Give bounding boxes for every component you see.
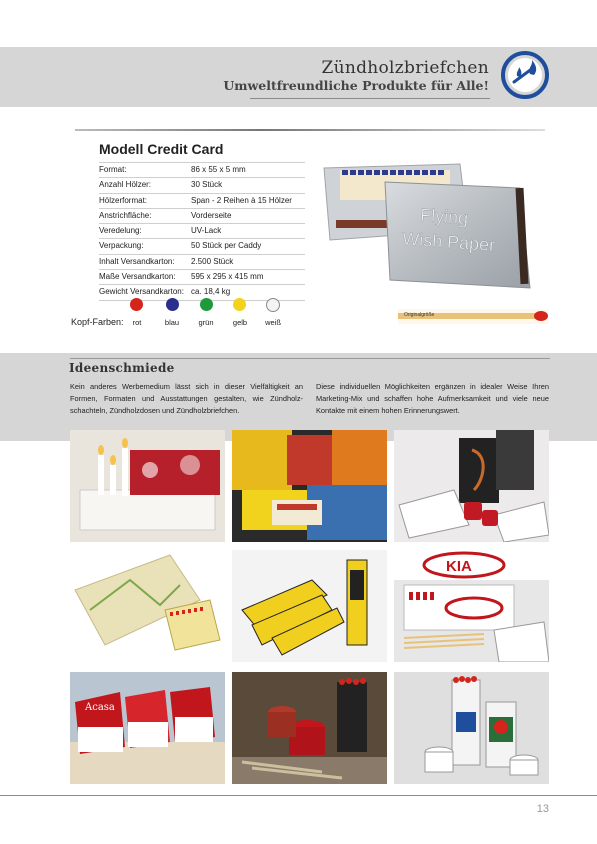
color-dot-blue	[166, 298, 179, 311]
spec-label: Hölzerformat:	[99, 195, 148, 205]
spec-label: Anzahl Hölzer:	[99, 180, 152, 190]
color-dot-yellow	[233, 298, 246, 311]
color-label: weiß	[265, 318, 281, 327]
color-label: blau	[164, 318, 180, 327]
spec-row	[99, 269, 305, 284]
spec-value: ca. 18,4 kg	[191, 287, 231, 297]
card-text-line2: Wish Paper	[401, 228, 496, 256]
model-title: Modell Credit Card	[99, 141, 224, 157]
spec-row	[99, 193, 305, 208]
photo-map-matchbook	[70, 550, 225, 662]
spec-row	[99, 254, 305, 269]
match-size-label: Originalgröße	[404, 312, 435, 318]
color-label: grün	[198, 318, 214, 327]
spec-value: 30 Stück	[191, 180, 223, 190]
spec-table	[99, 162, 305, 301]
ideas-text-right: Diese individuellen Möglichkeiten ergänzen in idealer Weise Ihren Marketing-Mix und schaffen hohe Aufmerksamkeit und viele neue Kontakte mit einem hohen Erinnerungswert.	[316, 382, 549, 415]
photo-match-cans	[394, 672, 549, 784]
card-text-line1: Flying	[419, 204, 469, 229]
spec-label: Inhalt Versandkarton:	[99, 256, 175, 266]
spec-value: Span - 2 Reihen à 15 Hölzer	[191, 195, 292, 205]
color-label: gelb	[232, 318, 248, 327]
spec-row	[99, 208, 305, 223]
spec-value: 50 Stück per Caddy	[191, 241, 262, 251]
spec-label: Verpackung:	[99, 241, 144, 251]
spec-label: Anstrichfläche:	[99, 210, 152, 220]
ideas-text-left: Kein anderes Werbemedium lässt sich in dieser Vielfältigkeit an Formen, Formaten und Ausstattungen gestalten, wie Zündholz-schachteln, Zündholzdosen und Zündholzbriefchen.	[70, 382, 303, 415]
color-dot-green	[200, 298, 213, 311]
spec-value: Vorderseite	[191, 210, 232, 220]
ideas-divider	[70, 358, 550, 359]
photo-match-tins-cylinders	[232, 672, 387, 784]
color-label: rot	[132, 318, 142, 327]
spec-value: 2.500 Stück	[191, 256, 234, 266]
head-colors-label: Kopf-Farben:	[71, 317, 124, 327]
page-subtitle: Umweltfreundliche Produkte für Alle!	[223, 78, 489, 93]
acasa-logo-text: Acasa	[85, 702, 115, 713]
spec-value: 595 x 295 x 415 mm	[191, 272, 264, 282]
photo-acasa-matchboxes	[70, 672, 225, 784]
photo-playing-cards-dice	[394, 430, 549, 542]
spec-value: 86 x 55 x 5 mm	[191, 165, 246, 174]
product-image	[320, 160, 550, 300]
spec-label: Maße Versandkarton:	[99, 272, 176, 282]
spec-row	[99, 238, 305, 253]
page-number: 13	[536, 803, 549, 815]
spec-row	[99, 162, 305, 177]
footer-divider	[0, 795, 597, 796]
photo-colorful-matchboxes	[232, 430, 387, 542]
spec-label: Gewicht Versandkarton:	[99, 287, 184, 297]
spec-label: Veredelung:	[99, 226, 142, 236]
ideas-title: Ideenschmiede	[69, 361, 175, 375]
spec-row	[99, 177, 305, 192]
spec-value: UV-Lack	[191, 226, 222, 236]
color-dot-white	[266, 298, 280, 312]
header-divider	[250, 98, 490, 99]
kia-logo-text: KIA	[446, 558, 472, 575]
spec-label: Format:	[99, 165, 127, 174]
match-flame-icon	[500, 50, 550, 100]
section-divider	[75, 129, 545, 131]
photo-candles-matchbox	[70, 430, 225, 542]
photo-kia-matchboxes	[394, 550, 549, 662]
color-dot-red	[130, 298, 143, 311]
page-title: Zündholzbriefchen	[321, 58, 489, 78]
photo-yellow-matchboxes	[232, 550, 387, 662]
spec-row	[99, 223, 305, 238]
